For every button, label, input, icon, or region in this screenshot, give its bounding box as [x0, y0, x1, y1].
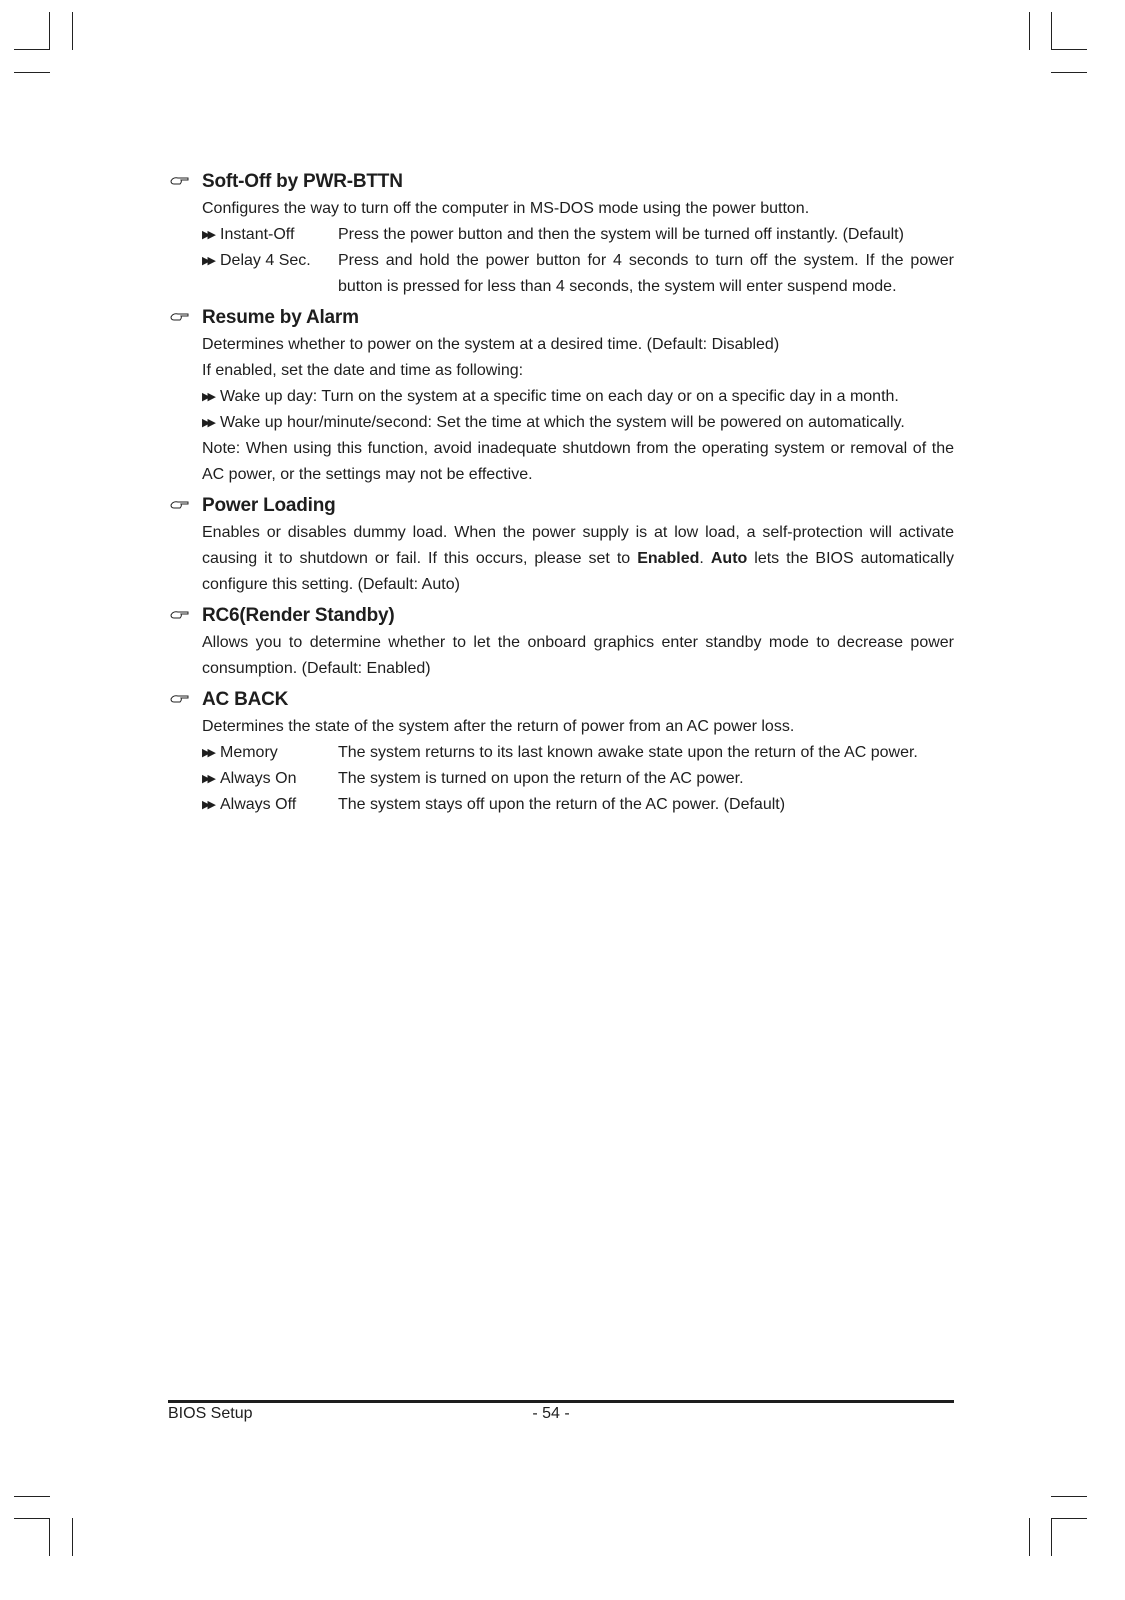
double-arrow-icon: ▶▶ [202, 799, 213, 811]
section-soft-off [168, 168, 954, 300]
section-power-loading [168, 492, 954, 598]
option-row [202, 222, 954, 248]
description-text: . [699, 550, 711, 567]
list-item-text: Wake up hour/minute/second: Set the time at which the system will be powered on automatically. [220, 414, 905, 431]
double-arrow-icon: ▶▶ [202, 229, 213, 241]
crop-mark [49, 12, 50, 50]
list-item [202, 410, 954, 436]
footer-chapter-label: BIOS Setup [168, 1405, 253, 1422]
pointing-hand-icon [168, 168, 202, 196]
section-description: If enabled, set the date and time as following: [202, 362, 524, 379]
crop-mark [1051, 49, 1087, 50]
option-row [202, 766, 954, 792]
section-description: Configures the way to turn off the computer in MS-DOS mode using the power button. [202, 200, 810, 217]
crop-mark [1051, 1496, 1087, 1497]
crop-mark [1051, 72, 1087, 73]
section-description: Determines whether to power on the system at a desired time. (Default: Disabled) [202, 336, 780, 353]
crop-mark [14, 49, 50, 50]
double-arrow-icon: ▶▶ [202, 255, 213, 267]
crop-mark [72, 1518, 73, 1556]
pointing-hand-icon [168, 304, 202, 332]
crop-mark [14, 1496, 50, 1497]
option-name: Always Off [220, 796, 297, 813]
section-description: Allows you to determine whether to let the onboard graphics enter standby mode to decrease power consumption. (Default: Enabled) [202, 634, 954, 677]
pointing-hand-icon [168, 602, 202, 630]
crop-mark [49, 1518, 50, 1556]
double-arrow-icon: ▶▶ [202, 391, 213, 403]
pointing-hand-icon [168, 492, 202, 520]
option-row [202, 792, 954, 818]
double-arrow-icon: ▶▶ [202, 417, 213, 429]
section-resume-by-alarm [168, 304, 954, 488]
section-title: Power Loading [202, 495, 336, 516]
option-name: Instant-Off [220, 226, 295, 243]
description-text: lets the BIOS automatically configure this setting. (Default: Auto) [202, 550, 955, 593]
crop-mark [14, 72, 50, 73]
option-row [202, 740, 954, 766]
page-number: - 54 - [532, 1405, 570, 1422]
crop-mark [1051, 1518, 1087, 1519]
section-title: Soft-Off by PWR-BTTN [202, 171, 403, 192]
option-row [202, 248, 954, 300]
note-text: Note: When using this function, avoid inadequate shutdown from the operating system or removal of the AC power, or the settings may not be effective. [202, 440, 954, 483]
option-name: Always On [220, 770, 297, 787]
option-description: Press the power button and then the system will be turned off instantly. (Default) [338, 226, 904, 243]
option-name: Memory [220, 744, 278, 761]
option-description: The system is turned on upon the return of the AC power. [338, 770, 744, 787]
option-description: Press and hold the power button for 4 seconds to turn off the system. If the power button is pressed for less than 4 seconds, the system will enter suspend mode. [338, 252, 954, 295]
section-rc6 [168, 602, 954, 682]
crop-mark [1051, 12, 1052, 50]
description-text: Enables or disables dummy load. When the power supply is at low load, a self-protection will activate causing it to shutdown or fail. If this occurs, please set to [202, 524, 954, 567]
section-ac-back [168, 686, 954, 818]
crop-mark [1029, 1518, 1030, 1556]
page-content [168, 168, 954, 822]
section-description: Determines the state of the system after the return of power from an AC power loss. [202, 718, 795, 735]
section-description [202, 520, 954, 598]
list-item [202, 384, 954, 410]
bold-value-enabled: Enabled [637, 550, 700, 567]
crop-mark [14, 1518, 50, 1519]
section-title: AC BACK [202, 689, 289, 710]
option-name: Delay 4 Sec. [220, 252, 311, 269]
crop-mark [1051, 1518, 1052, 1556]
crop-mark [1029, 12, 1030, 50]
section-title: RC6(Render Standby) [202, 605, 395, 626]
section-title: Resume by Alarm [202, 307, 359, 328]
list-item-text: Wake up day: Turn on the system at a specific time on each day or on a specific day in a month. [220, 388, 899, 405]
crop-mark [72, 12, 73, 50]
bold-value-auto: Auto [710, 550, 748, 567]
double-arrow-icon: ▶▶ [202, 747, 213, 759]
option-description: The system stays off upon the return of the AC power. (Default) [338, 796, 786, 813]
pointing-hand-icon [168, 686, 202, 714]
double-arrow-icon: ▶▶ [202, 773, 213, 785]
option-description: The system returns to its last known awake state upon the return of the AC power. [338, 744, 918, 761]
